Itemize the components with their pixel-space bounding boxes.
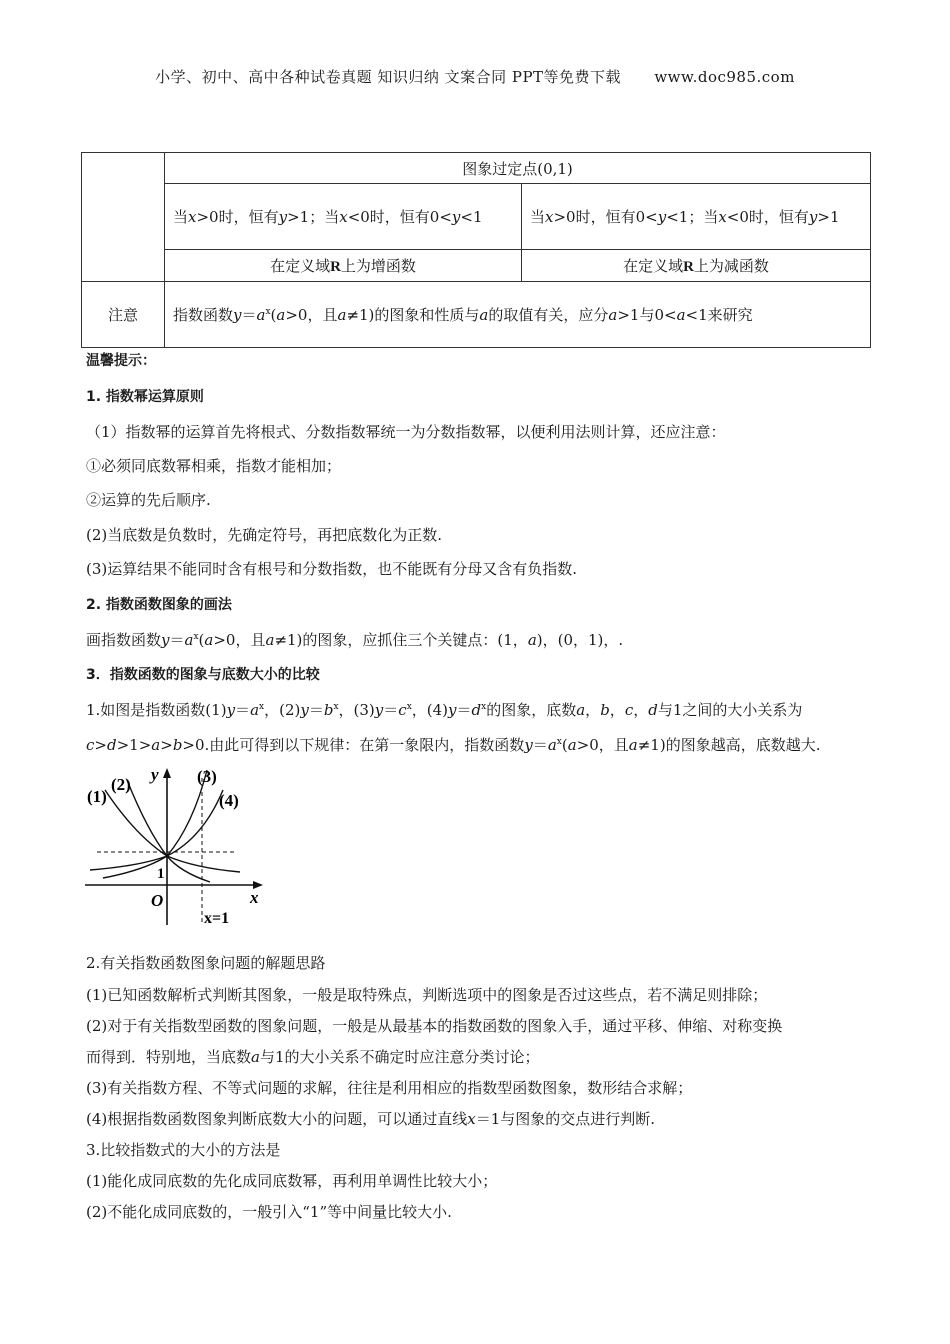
section-3-title: 3．指数函数的图象与底数大小的比较 [86,667,320,683]
y-axis-arrow [163,768,171,778]
s1-paragraph: (3)运算结果不能同时含有根号和分数指数，也不能既有分母又含有负指数. [86,560,578,578]
s3-paragraph: 1.如图是指数函数$(1)y=a^x$，$(2)y=b^x$，$(3)y=c^x$，$(4)y=d^x$的图象，底数a，b，c，d与1之间的大小关系为 [86,701,803,719]
s3-paragraph: 而得到．特别地，当底数a与1的大小关系不确定时应注意分类讨论； [86,1048,540,1066]
s1-paragraph: ①必须同底数幂相乘，指数才能相加； [86,457,342,475]
header-text: 小学、初中、高中各种试卷真题 知识归纳 文案合同 PPT等免费下载 [155,68,622,86]
note-text: 指数函数$y=a^x(a>0$，且a≠1)的图象和性质与a的取值有关，应分a>1与0<a<1来研究 [165,282,871,348]
x-axis-label: x [250,888,259,907]
s1-paragraph: (2)当底数是负数时，先确定符号，再把底数化为正数. [86,526,443,544]
curve-label-2: (2) [111,775,131,794]
s3-paragraph: 3.比较指数式的大小的方法是 [86,1141,281,1159]
s1-paragraph: （1）指数幂的运算首先将根式、分数指数幂统一为分数指数幂，以便利用法则计算，还应注意： [86,423,726,441]
curve-4 [90,790,223,870]
properties-table [81,152,871,348]
x-equals-1-label: x=1 [204,910,230,927]
s1-paragraph: ②运算的先后顺序. [86,491,211,509]
curve-label-3: (3) [197,767,217,786]
mono-left-cell: 在定义域R上为增函数 [165,250,522,282]
range-right-cell: 当x>0时，恒有0<y<1；当x<0时，恒有y>1 [522,184,871,250]
s3-paragraph: (2)不能化成同底数的，一般引入“1”等中间量比较大小. [86,1203,452,1221]
s3-paragraph: 2.有关指数函数图象问题的解题思路 [86,954,326,972]
header-url[interactable]: www.doc985.com [654,68,795,86]
s3-paragraph: c>d>1>a>b>0.由此可得到以下规律：在第一象限内，指数函数$y=a^x(a>0$，且a≠1)的图象越高，底数越大. [86,736,821,754]
section-2-title: 2. 指数函数图象的画法 [86,597,232,613]
exponential-graphs-figure [85,760,270,930]
table-empty-cell [82,153,165,282]
curve-label-1: (1) [87,787,107,806]
tips-title: 温馨提示： [86,353,156,369]
s3-paragraph: (4)根据指数函数图象判断底数大小的问题，可以通过直线x＝1与图象的交点进行判断. [86,1110,656,1128]
s2-paragraph: 画指数函数$y=a^x(a>0$，且a≠1)的图象，应抓住三个关键点：(1，a)，(0，1)，. [86,631,624,649]
page-header [0,66,950,87]
s3-paragraph: (1)能化成同底数的先化成同底数幂，再利用单调性比较大小； [86,1172,498,1190]
note-label: 注意 [82,282,165,348]
one-label: 1 [157,866,165,882]
s3-paragraph: (1)已知函数解析式判断其图象，一般是取特殊点，判断选项中的图象是否过这些点，若不满足则排除； [86,986,768,1004]
origin-label: O [151,891,164,910]
s3-paragraph: (2)对于有关指数型函数的图象问题，一般是从最基本的指数函数的图象入手，通过平移、伸缩、对称变换 [86,1017,783,1035]
mono-right-cell: 在定义域R上为减函数 [522,250,871,282]
y-axis-label: y [151,765,159,784]
section-1-title: 1. 指数幂运算原则 [86,389,204,405]
fixed-point-cell: 图象过定点(0,1) [165,153,871,184]
curve-2 [127,780,210,882]
s3-paragraph: (3)有关指数方程、不等式问题的求解，往往是利用相应的指数型函数图象，数形结合求解； [86,1079,693,1097]
range-left-cell: 当x>0时，恒有y>1；当x<0时，恒有0<y<1 [165,184,522,250]
curve-label-4: (4) [219,791,239,810]
